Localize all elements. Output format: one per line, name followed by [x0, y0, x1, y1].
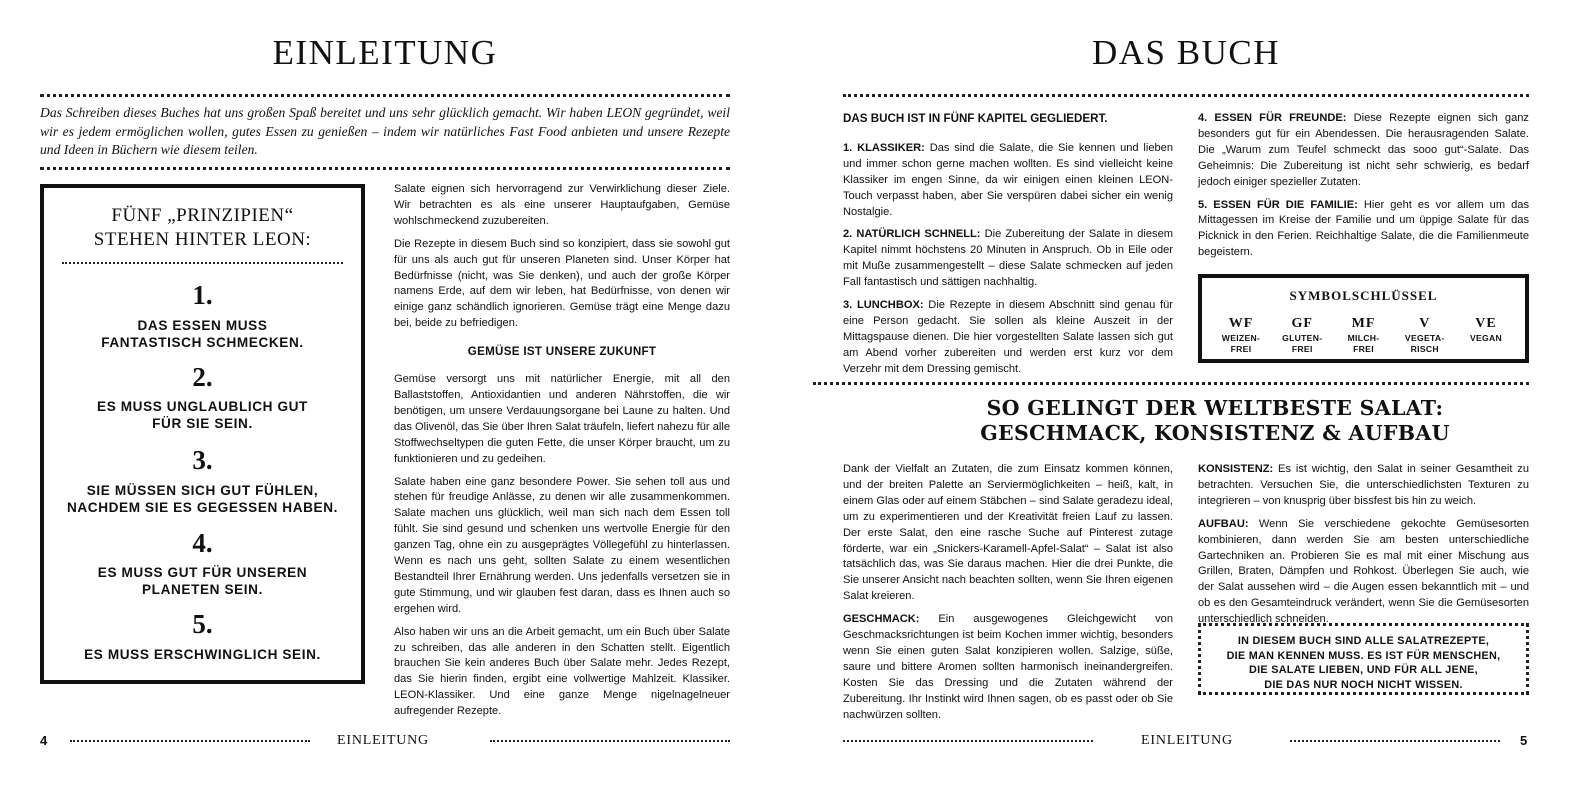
section-paragraph	[1198, 517, 1529, 628]
chapters-intro: DAS BUCH IST IN FÜNF KAPITEL GEGLIEDERT.	[843, 112, 1108, 125]
symbol-label: RISCH	[1410, 344, 1439, 354]
principle-line: PLANETEN SEIN.	[142, 582, 263, 597]
callout-text	[1201, 634, 1526, 692]
principles-title-line: FÜNF „PRINZIPIEN“	[111, 205, 294, 226]
divider	[843, 94, 1529, 97]
principle-line: SIE MÜSSEN SICH GUT FÜHLEN,	[86, 483, 319, 498]
symbol-label: FREI	[1291, 344, 1313, 354]
chapter-label: 5. ESSEN FÜR DIE FAMILIE:	[1198, 198, 1358, 211]
symbol-label: FREI	[1230, 344, 1252, 354]
callout-line: DIE SALATE LIEBEN, UND FÜR ALL JENE,	[1249, 664, 1478, 676]
callout-line: DIE MAN KENNEN MUSS. ES IST FÜR MENSCHEN,	[1226, 649, 1501, 662]
section-paragraph	[1198, 462, 1529, 510]
principle-text	[44, 317, 361, 351]
symbol-item	[1212, 316, 1270, 354]
section-column-1	[843, 462, 1173, 731]
callout-box	[1198, 623, 1529, 695]
chapter-text: Diese Rezepte eignen sich ganz besonders gut für ein Abendessen. Die herausragenden Salate. Die „Warum zum Teufel schmeckt das sooo gut“-Salate. Das Geheimnis: Die Zubereitung ist nicht sehr schwierig, es bedarf jedoch einiger spezieller Zutaten.	[1198, 112, 1529, 188]
section-title-line: GESCHMACK, KONSISTENZ & AUFBAU	[980, 421, 1450, 445]
divider	[40, 94, 730, 97]
symbol-code: GF	[1291, 316, 1313, 331]
principle-line: DAS ESSEN MUSS	[137, 318, 268, 333]
divider	[1290, 740, 1500, 742]
principle-line: FANTASTISCH SCHMECKEN.	[101, 335, 304, 350]
page-number: 5	[1520, 733, 1528, 748]
chapter-text: Das sind die Salate, die Sie kennen und lieben und immer schon gerne machen wollten. Es sind vielleicht keine Klassiker im engen Sinne, da wir einigen einen kleinen LEON-Touch verpasst haben, aber Sie verspüren dabei sicher ein wenig Nostalgie.	[843, 141, 1173, 218]
chapter-entry	[1198, 198, 1529, 262]
konsistenz-label: KONSISTENZ:	[1198, 463, 1274, 475]
running-title: EINLEITUNG	[1141, 733, 1233, 748]
symbol-item	[1335, 316, 1393, 354]
page-heading-einleitung: EINLEITUNG	[272, 33, 498, 72]
divider	[843, 740, 1093, 742]
chapter-entry	[843, 298, 1173, 378]
divider	[40, 167, 730, 170]
body-paragraph: Die Rezepte in diesem Buch sind so konzipiert, dass sie sowohl gut für uns als auch gut für unseren Planeten sind. Unser Körper hat Bedürfnisse (nicht, was Sie denken), und auch der große Körper namens Erde, auf dem wir leben, hat Bedürfnisse, von denen wir einige ganz schändlich ignorieren. Gemüse trägt eine Menge dazu bei, beide zu befriedigen.	[394, 237, 730, 330]
principle-text	[44, 564, 361, 598]
chapter-label: 3. LUNCHBOX:	[843, 299, 924, 312]
geschmack-text: Ein ausgewogenes Gleichgewicht von Geschmacksrichtungen ist beim Kochen immer wichtig, besonders wenn Sie einen guten Salat konzipieren wollen. Salzige, süße, saure und bittere Aromen sollten harmonisch ineinandergreifen. Kosten Sie das Dressing und die Zutaten während der Zubereitung. Ihr Instinkt wird Ihnen sagen, ob es passt oder ob Sie nachwürzen sollten.	[843, 613, 1173, 721]
principle-number: 2.	[192, 362, 213, 392]
body-column-left	[394, 182, 730, 727]
principle-line: ES MUSS GUT FÜR UNSEREN	[97, 565, 308, 580]
section-title	[900, 396, 1530, 446]
page-heading-das-buch: DAS BUCH	[1091, 33, 1280, 72]
symbol-code: VE	[1475, 316, 1497, 331]
aufbau-text: Wenn Sie verschiedene gekochte Gemüsesorten kombinieren, dann werden Sie am besten unterschiedliche Gartechniken an. Probieren Sie es mal mit einer Mischung aus Grillen, Braten, Dämpfen und Rohkost. Überlegen Sie auch, wie der Salat aussehen wird – die Augen essen bekanntlich mit – und ob es den Gesamteindruck verändert, wenn Sie die Gemüsesorten unterschiedlich schneiden.	[1198, 517, 1529, 626]
symbol-label: VEGETA-	[1404, 333, 1445, 343]
principle-text	[44, 482, 361, 516]
symbol-label: FREI	[1353, 344, 1374, 354]
chapter-entry	[843, 141, 1173, 221]
divider	[70, 740, 310, 742]
principle-text	[44, 646, 361, 663]
body-paragraph: Gemüse versorgt uns mit natürlicher Energie, mit all den Ballaststoffen, Antioxidantien und anderen Nährstoffen, die wir benötigen, um unsere Verdauungsorgane bei Laune zu halten. Und das Olivenöl, das Sie über Ihren Salat träufeln, liefert nahezu für alle Stoffwechseltypen die guten Fette, die unser Körper braucht, um zu funktionieren und zu gedeihen.	[394, 373, 730, 465]
symbol-item	[1457, 316, 1515, 354]
chapter-text: Die Rezepte in diesem Abschnitt sind genau für eine Person gedacht. Sie sollen als kleine Auszeit in der Mittagspause dienen. Die hier vorgestellten Salate lassen sich gut am Abend vorher zubereiten und werden erst kurz vor dem Verzehr mit dem Dressing gemischt.	[843, 299, 1173, 375]
callout-line: DIE DAS NUR NOCH NICHT WISSEN.	[1264, 678, 1463, 691]
chapter-entry	[843, 227, 1173, 291]
symbol-item	[1273, 316, 1331, 354]
symbol-key-box	[1198, 274, 1529, 363]
subheading: GEMÜSE IST UNSERE ZUKUNFT	[467, 345, 657, 359]
chapter-text: Hier geht es vor allem um das Mittagessen im Kreise der Familie und um üppige Salate für das Picknick in den Ferien. Reichhaltige Salate, die die Familienmeute begeistern.	[1198, 198, 1529, 259]
body-paragraph: Salate eignen sich hervorragend zur Verwirklichung dieser Ziele. Wir betrachten es als eine unserer Hauptaufgaben, Gemüse wohlschmeckend zuzubereiten.	[394, 183, 730, 227]
divider	[490, 740, 730, 742]
principle-text	[44, 398, 361, 432]
principle-line: FÜR SIE SEIN.	[152, 416, 253, 431]
symbol-code: WF	[1228, 316, 1254, 331]
principle-line: NACHDEM SIE ES GEGESSEN HABEN.	[66, 500, 339, 515]
principle-number: 1.	[192, 280, 213, 310]
principles-title	[44, 204, 361, 252]
symbol-label: GLUTEN-	[1282, 333, 1323, 343]
chapter-label: 2. NATÜRLICH SCHNELL:	[843, 228, 981, 241]
body-paragraph: Salate haben eine ganz besondere Power. Sie sehen toll aus und stehen für freudige Anlässe, zu denen wir alle zusammenkommen. Salate machen uns glücklich, weil man sich nach dem Essen toll fühlt. Sie sind gesund und schenken uns wertvolle Energie für den ganzen Tag, ohne ein zu ausgeprägtes Völlegefühl zu hinterlassen. Wenn es nach uns geht, sollten Salate zu einem wesentlichen Bestandteil Ihrer Ernährung werden. Uns jedenfalls versetzen sie in gute Stimmung, und wir glauben fest daran, dass es Ihnen auch so ergehen wird.	[394, 475, 730, 615]
konsistenz-text: Es ist wichtig, den Salat in seiner Gesamtheit zu betrachten. Versuchen Sie, die unterschiedlichsten Texturen zu integrieren – von knusprig über bissfest bis hin zu weich.	[1198, 463, 1529, 507]
section-column-2	[1198, 462, 1529, 635]
geschmack-label: GESCHMACK:	[843, 613, 920, 626]
principle-line: ES MUSS ERSCHWINGLICH SEIN.	[84, 647, 321, 662]
divider	[813, 382, 1529, 385]
section-title-line: SO GELINGT DER WELTBESTE SALAT:	[986, 396, 1444, 420]
symbol-key-title: SYMBOLSCHLÜSSEL	[1289, 288, 1438, 303]
symbol-label: MILCH-	[1347, 333, 1380, 343]
symbol-key-items	[1212, 316, 1515, 354]
running-title: EINLEITUNG	[337, 733, 429, 748]
body-paragraph: Also haben wir uns an die Arbeit gemacht, um ein Buch über Salate zu schreiben, das alle anderen in den Schatten stellt. Eigentlich brauchen Sie kein anderes Buch über Salate mehr. Jedes Rezept, das Sie hierin finden, ergibt eine vollwertige Mahlzeit. Klassiker. LEON-Klassiker. Und eine ganze Menge nigelnagelneuer aufregender Rezepte.	[394, 625, 730, 718]
chapter-entry	[1198, 111, 1529, 191]
section-paragraph: Dank der Vielfalt an Zutaten, die zum Einsatz kommen können, und der breiten Palette an Serviermöglichkeiten – heiß, kalt, in einem Glas oder auf einem Stäbchen – sind Salate geradezu ideal, um zu experimentieren und der Kreativität freien Lauf zu lassen. Der erste Salat, den eine rasche Suche auf Pinterest zutage förderte, war ein „Snickers-Karamell-Apfel-Salat“ – Salat ist also tatsächlich das, was Sie daraus machen. Hier die drei Punkte, die Sie unserer Ansicht nach beachten sollten, wenn Sie Ihren eigenen Salat kreieren.	[843, 463, 1173, 603]
symbol-code: MF	[1351, 316, 1376, 331]
symbol-label: WEIZEN-	[1221, 333, 1261, 343]
principle-line: ES MUSS UNGLAUBLICH GUT	[97, 399, 308, 414]
principles-box	[40, 184, 365, 684]
chapters-column-2	[1198, 111, 1529, 268]
symbol-item	[1396, 316, 1454, 354]
aufbau-label: AUFBAU:	[1198, 517, 1249, 530]
principle-number: 3.	[192, 445, 213, 475]
chapter-label: 1. KLASSIKER:	[843, 141, 925, 154]
chapter-label: 4. ESSEN FÜR FREUNDE:	[1198, 112, 1347, 124]
page-number: 4	[40, 733, 48, 748]
principles-title-line: STEHEN HINTER LEON:	[93, 229, 312, 250]
principle-number: 5.	[192, 609, 213, 639]
chapter-text: Die Zubereitung der Salate in diesem Kapitel nimmt höchstens 20 Minuten in Anspruch. Ob in Eile oder mit Muße zusammengestellt – diese Salate schmecken auf jeden Fall fantastisch und sättigen nachhaltig.	[843, 228, 1173, 289]
principle-number: 4.	[192, 528, 213, 558]
intro-paragraph: Das Schreiben dieses Buches hat uns großen Spaß bereitet und uns sehr glücklich gemacht. Wir haben LEON gegründet, weil wir es jedem ermöglichen wollen, gutes Essen zu genießen – indem wir natürliches Fast Food anbieten und unsere Rezepte und Ideen in Büchern wie diesem teilen.	[40, 105, 730, 157]
section-paragraph	[843, 612, 1173, 723]
symbol-label: VEGAN	[1469, 333, 1503, 343]
callout-line: IN DIESEM BUCH SIND ALLE SALATREZEPTE,	[1237, 635, 1490, 647]
divider	[62, 262, 343, 264]
symbol-code: V	[1419, 316, 1431, 331]
chapters-column-1	[843, 111, 1173, 385]
